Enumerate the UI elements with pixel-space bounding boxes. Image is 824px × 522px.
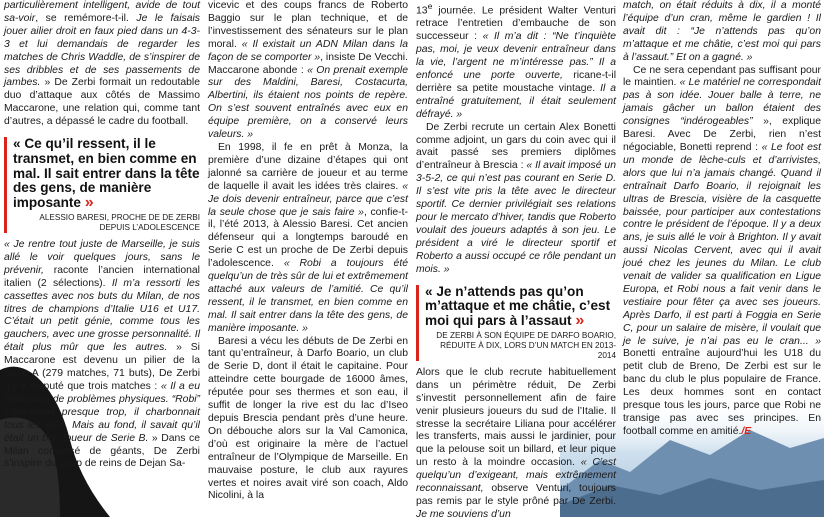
text-span: journée. Le président Walter Venturi retrace l’entretien d’embauche de son successeur : — [416, 5, 616, 43]
paragraph — [623, 65, 821, 439]
text-span: En 1998, il fe en prêt à Monza, la première d’une dizaine d’étapes qui ont jalonné sa carrière de joueur et au terme de laquelle il avait les idées très claires. — [208, 141, 408, 192]
paragraph — [416, 122, 616, 277]
quote-attribution — [425, 331, 616, 361]
text-span: « Il existait un ADN Milan dans la façon de se comporter » — [208, 38, 408, 63]
quote-mark: » — [84, 194, 92, 212]
text-span: , se remémore-t-il. — [35, 12, 137, 24]
text-span: Et on a gagné. » — [676, 51, 753, 63]
text-span: Ce ne sera cependant pas suffisant pour le maintien. — [623, 64, 821, 89]
text-span: observe Venturi, toujours pas remis par le style prôné par De Zerbi. — [416, 483, 616, 507]
paragraph — [416, 367, 616, 522]
article-column-1 — [4, 0, 200, 471]
pull-quote-text — [13, 137, 200, 211]
paragraph — [208, 0, 408, 142]
text-span: Je me souviens d’un — [416, 508, 511, 520]
pull-quote-text — [425, 285, 616, 329]
paragraph — [208, 142, 408, 336]
text-span: « Il m’a dit : “Ne t’inquiète pas, moi, je veux devenir entraîneur dans la vie, l’argent ne m’intéresse pas.” Il a enfoncé une porte ouverte, — [416, 31, 616, 81]
attr-line: ALESSIO BARESI, PROCHE DE DE ZERBI — [39, 213, 200, 223]
pull-quote — [4, 137, 200, 233]
quote-span: « Je n’attends pas qu’on m’attaque et me châtie, c’est moi qui pars à l’assaut — [425, 283, 611, 329]
text-span: particulièrement intelligent, avide de tout sa-voir — [4, 0, 200, 24]
paragraph — [4, 239, 200, 471]
quote-span: « Ce qu’il ressent, il le transmet, en bien comme en mal. Il sait entrer dans la tête des gens, de manière imposante — [13, 136, 200, 211]
text-span: » Dans ce Milan composé de géants, De Zerbi s’inspire du coup de reins de Dejan Sa- — [4, 432, 200, 470]
text-span: Alors que le club recrute habituellement dans un périmètre réduit, De Zerbi s’investit personnellement afin de faire venir plusieurs joueurs du sud de l’Italie. Il stresse la secrétaire Liliana pour accélérer les transferts, mais aussi le jardinier, pour que la pelouse soit un billard, et leur pique un resto à la moindre occasion. — [416, 366, 616, 469]
text-span: « Il a eu beaucoup de problèmes physiques. “Robi” s’entraînait presque trop, il charbonnait tous les étés. Mais au fond, il savait qu’il était un bon joueur de Serie B. — [4, 381, 200, 444]
paragraph — [416, 0, 616, 122]
text-span: Bonetti entraîne aujourd’hui les U18 du petit club de Breno, De Zerbi est sur le banc du club le plus populaire de France. Les deux hommes sont en contact presque tous les jours, parce que Robi ne transige pas avec ses principes. En football comme en amitié. — [623, 348, 821, 437]
text-span: vicevic et des coups francs de Roberto Baggio sur le plan technique, et de l’investissement des sénateurs sur le plan moral. — [208, 0, 408, 50]
text-span: « C’est quelqu’un d’exigeant, mais extrêmement reconnaissant, — [416, 457, 616, 495]
text-span: match, on était réduits à dix, il a monté l’équipe d’un cran, même le gardien ! Il avait dit : “Je n’attends pas qu’on m’attaque et me châtie, c’est moi qui pars à l’assaut.” — [623, 0, 821, 63]
text-span: raconte l’ancien international italien (2 sélections). — [4, 264, 200, 289]
ordinal-suffix: e — [427, 1, 433, 11]
text-span: , insiste De Vecchi. Maccarone abonde : — [208, 51, 408, 76]
attr-line: RÉDUITE À DIX, LORS D’UN MATCH EN 2013-2014 — [440, 340, 616, 360]
text-span: « Je rentre tout juste de Marseille, je suis allé le voir quelques jours, sans le prévenir, — [4, 239, 200, 276]
text-span: Il m’a ressorti les cassettes avec nos buts du Milan, de nos titres de champions d’Italie U16 et U17. C’était un petit génie, comme tous les gauchers, avec une grosse personnalité. Il était plus mûr que les autres. — [4, 277, 200, 354]
text-span: Il a entraîné gratuitement, il était seulement défrayé. » — [416, 82, 616, 120]
article-column-4 — [623, 0, 821, 439]
text-span: 13 — [416, 5, 428, 17]
text-span: « Il avait imposé un 3-5-2, ce qui n’est pas courant en Serie D. Il s’est vite pris la tête avec le directeur sportif. Ce dernier privilégiait ses relations pour le mercato d’hiver, tandis que Roberto voulait des joueurs adaptés à son jeu. Le président a viré le directeur sportif et Roberto a aussi occupé ce rôle pendant un mois. » — [416, 160, 616, 275]
text-span: « Je dois devenir entraîneur, parce que c’est la seule chose que je sais faire » — [208, 180, 408, 218]
text-span: « Le matériel ne correspondait pas à son idée. Jouer balle à terre, ne jamais gâcher un ballon étaient des consignes “indérogeables” — [623, 77, 821, 128]
text-span: Je le faisais jouer ailier droit en faux pied dans un 4-3-3 et lui demandais de regarder les matches de Chris Waddle, de s’inspirer de ses dribbles et de ses passements de jambes. — [4, 12, 200, 89]
paragraph — [4, 0, 200, 129]
article-column-3 — [416, 0, 616, 522]
quote-mark: » — [575, 312, 583, 330]
end-of-article-mark: /E — [741, 425, 752, 437]
pull-quote — [416, 285, 616, 361]
paragraph — [623, 0, 821, 65]
article-column-2 — [208, 0, 408, 503]
text-span: « Robi a toujours été quelqu’un de très sûr de lui et extrêmement attaché aux valeurs de l’amitié. Ce qu’il ressent, il le transmet, en bien comme en mal. Il sait entrer dans la tête des gens, de manière imposante. » — [208, 258, 408, 334]
paragraph — [208, 336, 408, 504]
text-span: Baresi a vécu les débuts de De Zerbi en tant qu’entraîneur, à Darfo Boario, un club de Serie D, dont il était le capitaine. Pour atteindre cette bourgade de 16000 âmes, réputée pour ses thermes et son eau, il suffit de longer la rive est du lac d’Iseo depuis Brescia pendant près d’une heure. On débouche alors sur la Val Camonica, d’où est originaire la mère de l’actuel entraîneur de l’Olympique de Marseille. En mauvaise posture, le club aux rayures vertes et noires avait viré son coach, Aldo Nicolini, à la — [208, 335, 408, 502]
text-span: ricane-t-il derrière sa petite moustache vintage. — [416, 70, 616, 94]
text-span: », explique Baresi. Avec De Zerbi, rien n’est négociable, Bonetti reprend : — [623, 116, 821, 153]
attr-line: DEPUIS L’ADOLESCENCE — [99, 223, 200, 233]
text-span: De Zerbi recrute un certain Alex Bonetti comme adjoint, un gars du coin avec qui il avait passé ses premiers diplômes d’entraîneur à Brescia : — [416, 121, 616, 172]
attr-line: DE ZERBI À SON ÉQUIPE DE DARFO BOARIO, — [436, 330, 616, 340]
quote-attribution — [13, 213, 200, 233]
text-span: » Si Maccarone est devenu un pilier de la Serie A (279 matches, 71 buts), De Zerbi n’y a disputé que trois matches : — [4, 342, 200, 393]
text-span: » De Zerbi formait un redoutable duo d’attaque aux côtés de Massimo Maccarone, une relation qui, comme tant d’autres, a dépassé le cadre du football. — [4, 77, 200, 128]
text-span: , confie-t-il, l’été 2013, à Alessio Baresi. Cet ancien défenseur qui a longtemps baroudé en Serie C est un proche de De Zerbi depuis l’adolescence. — [208, 206, 408, 270]
text-span: « On prenait exemple sur des Maldini, Baresi, Costacurta, Albertini, ils étaient nos points de repère. On s’est souvent entraînés avec eux en équipe première, on a conservé leurs valeurs. » — [208, 64, 408, 141]
text-span: « Le foot est un monde de lèche-culs et d’arrivistes, alors que lui n’a jamais changé. Quand il entraînait Darfo Boario, il rejoignait les ultras de Brescia, visière de la casquette baissée, pour participer aux contestations contre le président de l’époque. Il y a deux ans, je suis allé le voir à Brighton. Il y avait aussi Nicolas Cervent, avec qui il avait joué chez les jeunes du Milan. Le club venait de valider sa qualification en Ligue Europa, et Robi nous a fait venir dans le vestiaire pour fêter ça avec ses joueurs. Après Darfo, il est parti à Foggia en Serie C, pour un salaire de misère, il voulait que je le suive, je n’ai pas eu le cran... » — [623, 141, 821, 347]
